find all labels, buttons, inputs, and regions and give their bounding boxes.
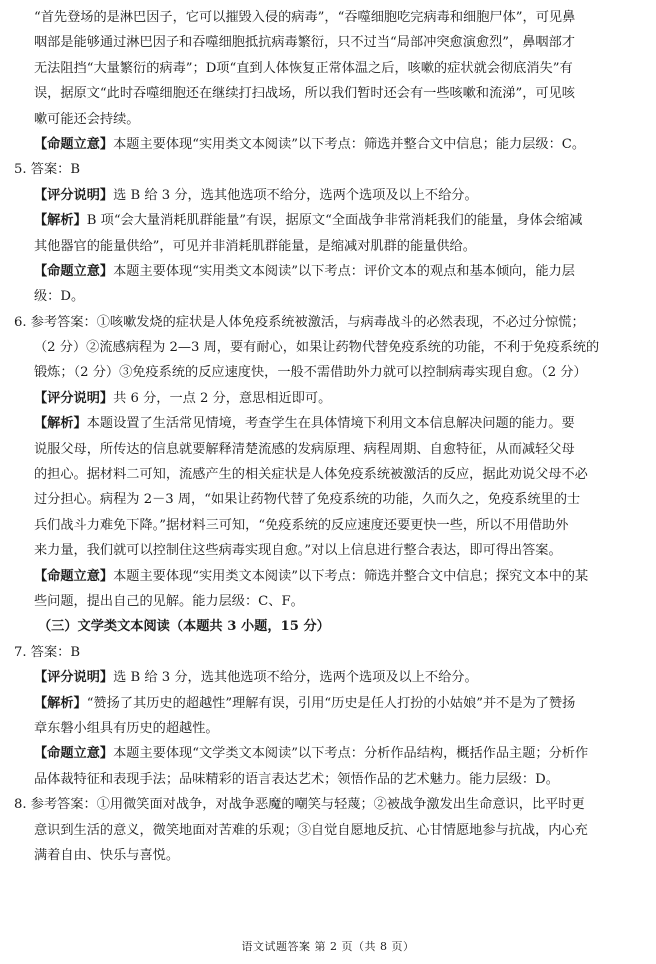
text-line xyxy=(14,741,646,766)
line-text: 嗽可能还会持续。 xyxy=(34,111,140,127)
text-line xyxy=(14,843,646,868)
answer-key-body xyxy=(14,5,646,868)
text-line xyxy=(14,818,646,843)
line-text: B 项“会大量消耗肌群能量”有误，据原文“全面战争非常消耗我们的能量，身体会缩减 xyxy=(86,213,583,229)
line-text: 选 B 给 3 分，选其他选项不给分，选两个选项及以上不给分。 xyxy=(113,670,478,686)
line-text: 本题主要体现“实用类文本阅读”以下考点：筛选并整合文中信息；探究文本中的某 xyxy=(113,568,589,584)
line-text: 品体裁特征和表现手法；品味精彩的语言表达艺术；领悟作品的艺术魅力。能力层级：D。 xyxy=(34,771,559,787)
note-label: 【解析】 xyxy=(34,213,87,229)
line-text: 锻炼；（2 分）③免疫系统的反应速度快，一般不需借助外力就可以控制病毒实现自愈。（2 分） xyxy=(34,365,587,381)
line-text: 5. 答案：B xyxy=(14,162,81,178)
line-text: （2 分）②流感病程为 2—3 周，要有耐心，如果让药物代替免疫系统的功能，不利于免疫系统的 xyxy=(34,340,600,356)
text-line xyxy=(14,259,646,284)
line-text: 章东磐小组具有历史的超越性。 xyxy=(34,720,219,736)
text-line xyxy=(14,716,646,741)
text-line xyxy=(14,411,646,436)
line-text: 8. 参考答案：①用微笑面对战争，对战争恶魔的嘲笑与轻蔑；②被战争激发出生命意识，比平时更 xyxy=(14,797,585,813)
text-line xyxy=(14,284,646,309)
text-line xyxy=(14,538,646,563)
line-text: 7. 答案：B xyxy=(14,644,81,660)
line-text: 些问题，提出自己的见解。能力层级：C、F。 xyxy=(34,593,304,609)
page-footer: 语文试题答案 第 2 页（共 8 页） xyxy=(241,940,415,953)
text-line xyxy=(14,487,646,512)
line-text: 共 6 分，一点 2 分，意思相近即可。 xyxy=(113,390,332,406)
note-label: 【命题立意】 xyxy=(34,568,114,584)
text-line xyxy=(14,208,646,233)
text-line xyxy=(14,462,646,487)
text-line xyxy=(14,386,646,411)
text-line xyxy=(14,132,646,157)
text-line xyxy=(14,56,646,81)
text-line xyxy=(14,157,646,182)
text-line xyxy=(14,589,646,614)
note-label: 【评分说明】 xyxy=(34,187,114,203)
text-line xyxy=(14,360,646,385)
line-text: 本题主要体现“文学类文本阅读”以下考点：分析作品结构，概括作品主题；分析作 xyxy=(113,746,589,762)
text-line xyxy=(14,183,646,208)
text-line xyxy=(14,691,646,716)
text-line xyxy=(14,513,646,538)
text-line xyxy=(14,767,646,792)
text-line xyxy=(14,30,646,55)
note-label: 【解析】 xyxy=(34,416,87,432)
line-text: 来力量，我们就可以控制住这些病毒实现自愈。”对以上信息进行整合表达，即可得出答案。 xyxy=(34,543,562,559)
text-line xyxy=(14,792,646,817)
text-line xyxy=(14,665,646,690)
note-label: 【解析】 xyxy=(34,695,87,711)
note-label: 【命题立意】 xyxy=(34,263,114,279)
text-line xyxy=(14,310,646,335)
line-text: “赞扬了其历史的超越性”理解有误，引用“历史是任人打扮的小姑娘”并不是为了赞扬 xyxy=(86,695,576,711)
line-text: 说服父母，所传达的信息就要解释清楚流感的发病原理、病程周期、自愈特征，从而减轻父母 xyxy=(34,441,575,457)
line-text: 的担心。据材料二可知，流感产生的相关症状是人体免疫系统被激活的反应，据此劝说父母不必 xyxy=(34,467,588,483)
text-line xyxy=(14,81,646,106)
note-label: 【评分说明】 xyxy=(34,390,114,406)
section-heading xyxy=(14,614,646,639)
line-text: 本题设置了生活常见情境，考查学生在具体情境下利用文本信息解决问题的能力。要 xyxy=(86,416,575,432)
note-label: 【命题立意】 xyxy=(34,746,114,762)
text-line xyxy=(14,564,646,589)
note-label: 【评分说明】 xyxy=(34,670,114,686)
text-line xyxy=(14,107,646,132)
line-text: 本题主要体现“实用类文本阅读”以下考点：评价文本的观点和基本倾向，能力层 xyxy=(113,263,575,279)
text-line xyxy=(14,437,646,462)
line-text: 咽部是能够通过淋巴因子和吞噬细胞抵抗病毒繁衍，只不过当“局部冲突愈演愈烈”，鼻咽部才 xyxy=(34,35,575,51)
text-line xyxy=(14,234,646,259)
line-text: （三）文学类文本阅读（本题共 3 小题，15 分） xyxy=(38,619,330,635)
note-label: 【命题立意】 xyxy=(34,136,114,152)
line-text: 其他器官的能量供给”，可见并非消耗肌群能量，是缩减对肌群的能量供给。 xyxy=(34,238,476,254)
text-line xyxy=(14,5,646,30)
text-line xyxy=(14,335,646,360)
line-text: “首先登场的是淋巴因子，它可以摧毁入侵的病毒”，“吞噬细胞吃完病毒和细胞尸体”，可见鼻 xyxy=(34,10,576,25)
line-text: 兵们战斗力难免下降。”据材料三可知，“免疫系统的反应速度还要更快一些，所以不用借助外 xyxy=(34,517,569,533)
line-text: 本题主要体现“实用类文本阅读”以下考点：筛选并整合文中信息；能力层级：C。 xyxy=(113,136,586,152)
line-text: 6. 参考答案：①咳嗽发烧的症状是人体免疫系统被激活，与病毒战斗的必然表现，不必过分惊慌； xyxy=(14,314,585,330)
line-text: 无法阻挡“大量繁衍的病毒”；D项“直到人体恢复正常体温之后，咳嗽的症状就会彻底消失”有 xyxy=(34,60,573,76)
text-line xyxy=(14,640,646,665)
line-text: 过分担心。病程为 2－3 周，“如果让药物代替了免疫系统的功能，久而久之，免疫系统里的士 xyxy=(34,492,581,508)
line-text: 意识到生活的意义，微笑地面对苦难的乐观；③自觉自愿地反抗、心甘情愿地参与抗战，内心充 xyxy=(34,822,588,838)
line-text: 误，据原文“此时吞噬细胞还在继续打扫战场，所以我们暂时还会有一些咳嗽和流涕”，可见咳 xyxy=(34,86,575,102)
line-text: 满着自由、快乐与喜悦。 xyxy=(34,847,180,863)
line-text: 选 B 给 3 分，选其他选项不给分，选两个选项及以上不给分。 xyxy=(113,187,478,203)
line-text: 级：D。 xyxy=(34,289,85,305)
